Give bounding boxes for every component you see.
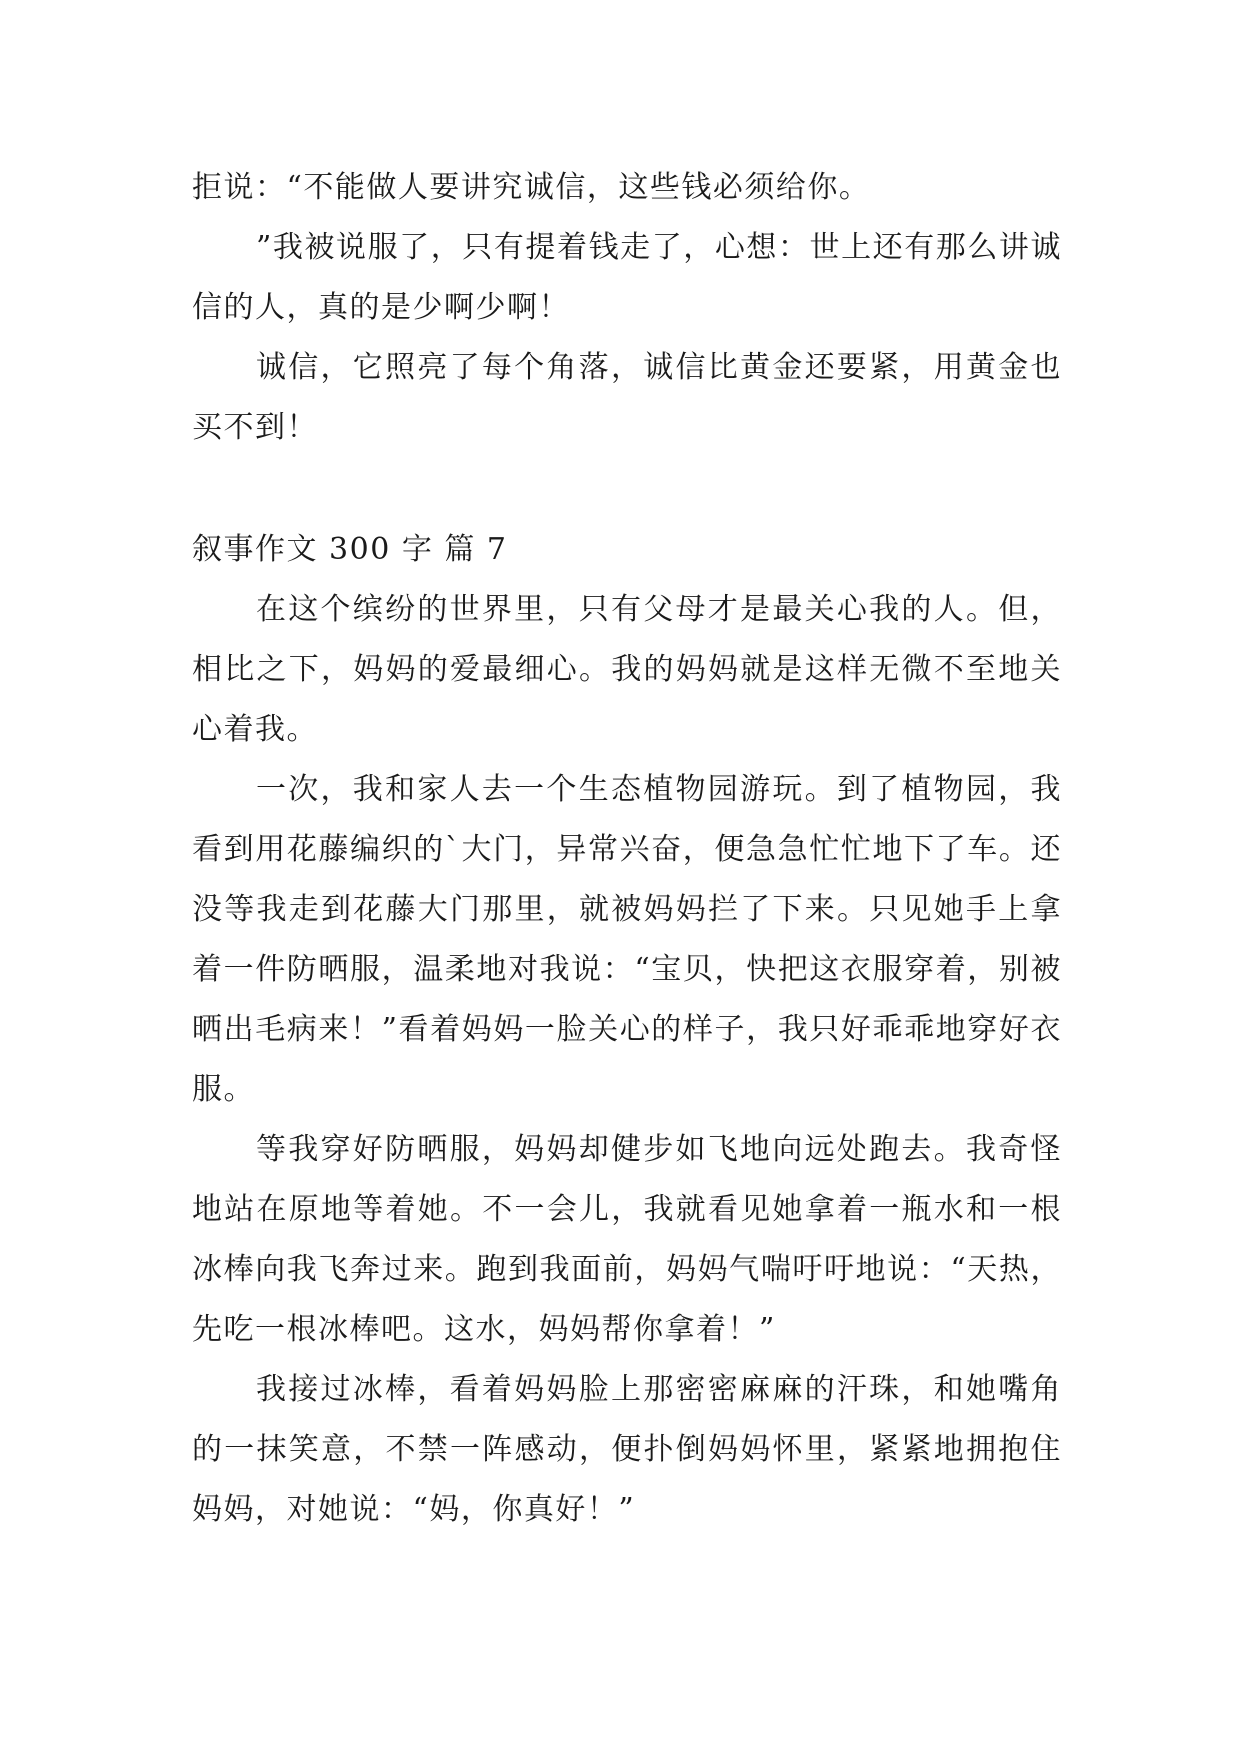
paragraph: 一次，我和家人去一个生态植物园游玩。到了植物园，我看到用花藤编织的`大门，异常兴奋，便急急忙忙地下了车。还没等我走到花藤大门那里，就被妈妈拦了下来。只见她手上拿着一件防晒服，温柔地对我说：“宝贝，快把这衣服穿着，别被晒出毛病来！”看着妈妈一脸关心的样子，我只好乖乖地穿好衣服。	[192, 772, 1062, 1107]
paragraph: ”我被说服了，只有提着钱走了，心想：世上还有那么讲诚信的人，真的是少啊少啊！	[192, 230, 1062, 325]
paragraph: 诚信，它照亮了每个角落，诚信比黄金还要紧，用黄金也买不到！	[192, 350, 1062, 445]
paragraph: 我接过冰棒，看着妈妈脸上那密密麻麻的汗珠，和她嘴角的一抹笑意，不禁一阵感动，便扑倒妈妈怀里，紧紧地拥抱住妈妈，对她说：“妈，你真好！”	[192, 1372, 1062, 1527]
section-heading: 叙事作文 300 字 篇 7	[192, 532, 508, 567]
document-body	[192, 158, 1062, 1540]
paragraph: 在这个缤纷的世界里，只有父母才是最关心我的人。但，相比之下，妈妈的爱最细心。我的妈妈就是这样无微不至地关心着我。	[192, 592, 1062, 747]
paragraph-continued: 拒说：“不能做人要讲究诚信，这些钱必须给你。	[192, 170, 871, 205]
paragraph: 等我穿好防晒服，妈妈却健步如飞地向远处跑去。我奇怪地站在原地等着她。不一会儿，我就看见她拿着一瓶水和一根冰棒向我飞奔过来。跑到我面前，妈妈气喘吁吁地说：“天热，先吃一根冰棒吧。这水，妈妈帮你拿着！”	[192, 1132, 1062, 1347]
